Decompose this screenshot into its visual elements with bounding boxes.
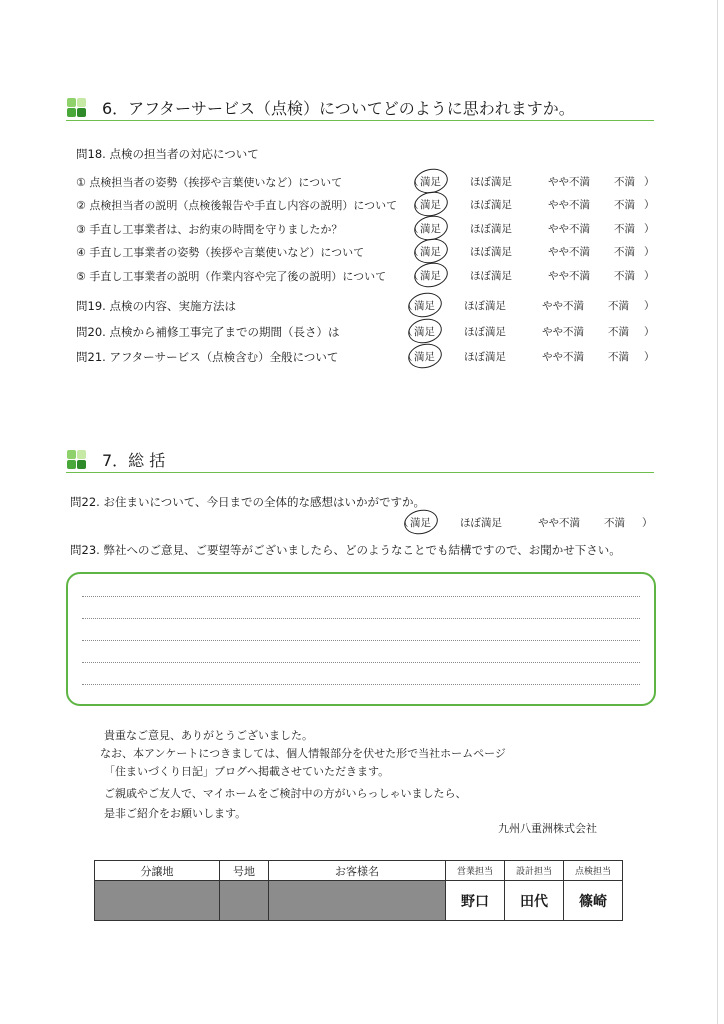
paren-open: （ [402, 300, 413, 312]
section-7-title: 7．総 括 [102, 451, 166, 470]
q20-label: 問20. 点検から補修工事完了までの期間（長さ）は [76, 325, 340, 339]
q18-label: 問18. 点検の担当者の対応について [76, 147, 259, 161]
q18-item-4 [76, 242, 656, 260]
comment-line [82, 618, 640, 619]
option-satisfied[interactable]: 満足 [414, 326, 435, 338]
option-somewhat-dissatisfied[interactable]: やや不満 [548, 246, 590, 258]
q18-item-2-label: ② 点検担当者の説明（点検後報告や手直し内容の説明）について [76, 199, 398, 212]
page-edge [717, 0, 718, 1024]
paren-close: ） [644, 300, 655, 312]
thanks-line-4: ご親戚やご友人で、マイホームをご検討中の方がいらっしゃいましたら、 [104, 787, 467, 800]
q18-item-3-label: ③ 手直し工事業者は、お約束の時間を守りましたか？ [76, 223, 343, 236]
option-satisfied[interactable]: 満足 [420, 246, 441, 258]
option-somewhat-dissatisfied[interactable]: やや不満 [548, 270, 590, 282]
paren-open: （ [408, 270, 419, 282]
option-mostly-satisfied[interactable]: ほぼ満足 [464, 300, 506, 312]
company-name: 九州八重洲株式会社 [498, 822, 597, 835]
sales-staff-name: 野口 [446, 881, 505, 921]
header-design-staff: 設計担当 [505, 861, 564, 881]
clover-logo-icon [66, 449, 88, 471]
option-satisfied[interactable]: 満足 [420, 223, 441, 235]
option-satisfied[interactable]: 満足 [420, 176, 441, 188]
lot-number-cell-redacted [220, 881, 269, 921]
customer-name-cell-redacted [269, 881, 446, 921]
option-somewhat-dissatisfied[interactable]: やや不満 [548, 176, 590, 188]
header-lot-number: 号地 [220, 861, 269, 881]
option-somewhat-dissatisfied[interactable]: やや不満 [538, 517, 580, 529]
q22-options-row [70, 513, 653, 531]
q20-row [76, 322, 656, 340]
option-satisfied[interactable]: 満足 [410, 517, 431, 529]
thanks-line-2: なお、本アンケートにつきましては、個人情報部分を伏せた形で当社ホームページ [100, 747, 506, 760]
paren-close: ） [642, 517, 653, 529]
paren-close: ） [644, 351, 655, 363]
section-7-heading [66, 446, 654, 473]
option-mostly-satisfied[interactable]: ほぼ満足 [470, 246, 512, 258]
thanks-line-5: 是非ご紹介をお願いします。 [104, 807, 247, 820]
section-6-title: 6．アフターサービス（点検）についてどのように思われますか。 [102, 99, 575, 118]
option-mostly-satisfied[interactable]: ほぼ満足 [470, 199, 512, 211]
option-dissatisfied[interactable]: 不満 [608, 351, 629, 363]
q23-label: 問23. 弊社へのご意見、ご要望等がございましたら、どのようなことでも結構ですので、お聞かせ下さい。 [70, 543, 621, 557]
q21-row [76, 347, 656, 365]
option-mostly-satisfied[interactable]: ほぼ満足 [470, 223, 512, 235]
design-staff-name: 田代 [505, 881, 564, 921]
option-dissatisfied[interactable]: 不満 [604, 517, 625, 529]
option-dissatisfied[interactable]: 不満 [614, 223, 635, 235]
option-dissatisfied[interactable]: 不満 [614, 270, 635, 282]
q18-item-5 [76, 266, 656, 284]
option-dissatisfied[interactable]: 不満 [614, 246, 635, 258]
paren-close: ） [644, 223, 655, 235]
clover-logo-icon [66, 97, 88, 119]
paren-open: （ [408, 246, 419, 258]
header-lot: 分譲地 [95, 861, 220, 881]
section-6-heading [66, 94, 654, 121]
option-somewhat-dissatisfied[interactable]: やや不満 [548, 199, 590, 211]
paren-open: （ [402, 326, 413, 338]
option-dissatisfied[interactable]: 不満 [608, 326, 629, 338]
comment-line [82, 684, 640, 685]
option-mostly-satisfied[interactable]: ほぼ満足 [470, 176, 512, 188]
header-customer-name: お客様名 [269, 861, 446, 881]
comment-line [82, 662, 640, 663]
option-dissatisfied[interactable]: 不満 [608, 300, 629, 312]
option-dissatisfied[interactable]: 不満 [614, 199, 635, 211]
comment-line [82, 640, 640, 641]
option-somewhat-dissatisfied[interactable]: やや不満 [542, 326, 584, 338]
option-satisfied[interactable]: 満足 [420, 199, 441, 211]
option-mostly-satisfied[interactable]: ほぼ満足 [464, 326, 506, 338]
lot-cell-redacted [95, 881, 220, 921]
comment-box[interactable] [66, 572, 656, 706]
option-somewhat-dissatisfied[interactable]: やや不満 [542, 351, 584, 363]
paren-open: （ [408, 199, 419, 211]
option-somewhat-dissatisfied[interactable]: やや不満 [548, 223, 590, 235]
option-mostly-satisfied[interactable]: ほぼ満足 [460, 517, 502, 529]
header-sales-staff: 営業担当 [446, 861, 505, 881]
q21-label: 問21. アフターサービス（点検含む）全般について [76, 350, 339, 364]
q18-item-1-label: ① 点検担当者の姿勢（挨拶や言葉使いなど）について [76, 176, 343, 189]
paren-close: ） [644, 176, 655, 188]
thanks-line-1: 貴重なご意見、ありがとうございました。 [104, 729, 313, 742]
paren-open: （ [398, 517, 409, 529]
q19-row [76, 296, 656, 314]
info-table [94, 860, 623, 921]
inspection-staff-name: 篠崎 [564, 881, 623, 921]
q19-label: 問19. 点検の内容、実施方法は [76, 299, 236, 313]
option-somewhat-dissatisfied[interactable]: やや不満 [542, 300, 584, 312]
option-satisfied[interactable]: 満足 [414, 351, 435, 363]
option-dissatisfied[interactable]: 不満 [614, 176, 635, 188]
comment-line [82, 596, 640, 597]
header-inspection-staff: 点検担当 [564, 861, 623, 881]
thanks-line-3: 「住まいづくり日記」ブログへ掲載させていただきます。 [104, 765, 390, 778]
paren-open: （ [408, 176, 419, 188]
q18-item-2 [76, 195, 656, 213]
paren-close: ） [644, 199, 655, 211]
paren-open: （ [408, 223, 419, 235]
q18-item-3 [76, 219, 656, 237]
option-satisfied[interactable]: 満足 [414, 300, 435, 312]
q22-label: 問22. お住まいについて、今日までの全体的な感想はいかがですか。 [70, 495, 425, 509]
paren-close: ） [644, 326, 655, 338]
paren-close: ） [644, 270, 655, 282]
q18-item-1 [76, 172, 656, 190]
option-mostly-satisfied[interactable]: ほぼ満足 [464, 351, 506, 363]
paren-close: ） [644, 246, 655, 258]
q18-item-5-label: ⑤ 手直し工事業者の説明（作業内容や完了後の説明）について [76, 270, 387, 283]
q18-item-4-label: ④ 手直し工事業者の姿勢（挨拶や言葉使いなど）について [76, 246, 365, 259]
paren-open: （ [402, 351, 413, 363]
option-satisfied[interactable]: 満足 [420, 270, 441, 282]
option-mostly-satisfied[interactable]: ほぼ満足 [470, 270, 512, 282]
